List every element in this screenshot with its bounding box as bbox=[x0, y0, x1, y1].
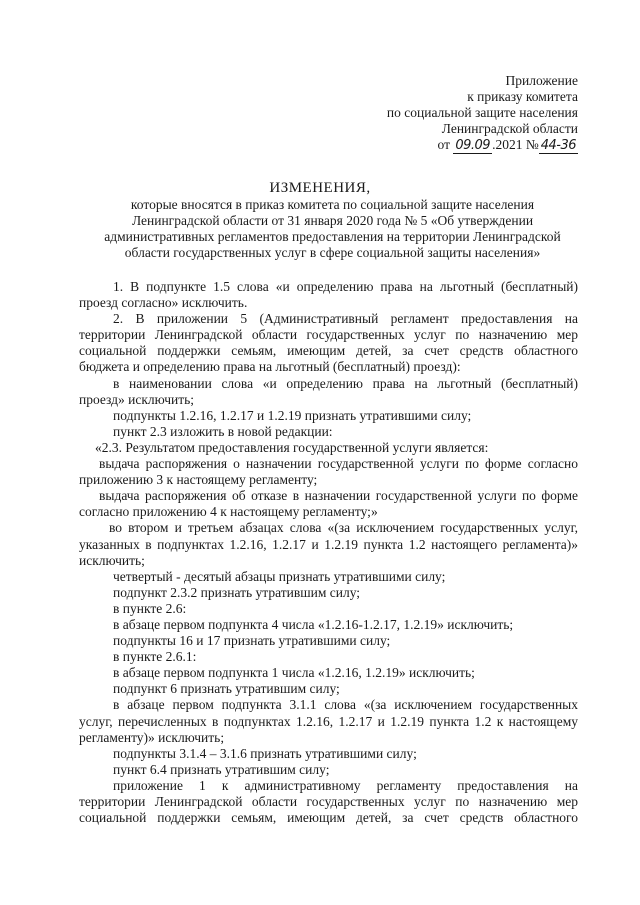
handwritten-date: 09.09 bbox=[455, 138, 491, 153]
body-line: приложение 1 к административному регламенту предоставления на bbox=[113, 777, 578, 793]
header-line: Ленинградской области bbox=[441, 121, 578, 136]
handwritten-number: 44-36 bbox=[540, 138, 576, 153]
document-body bbox=[79, 279, 578, 826]
body-line: подпункт 2.3.2 признать утратившим силу; bbox=[113, 584, 361, 600]
order-date-line bbox=[387, 137, 578, 154]
body-line: социальной поддержки семьям, имеющим детей, за счет средств областного bbox=[79, 343, 578, 359]
header-line: к приказу комитета bbox=[467, 89, 578, 104]
subtitle-line: которые вносятся в приказ комитета по социальной защите населения bbox=[130, 197, 535, 212]
body-line: в абзаце первом подпункта 3.1.1 слова «(за исключением государственных bbox=[113, 697, 578, 713]
body-line: в абзаце первом подпункта 4 числа «1.2.16-1.2.17, 1.2.19» исключить; bbox=[113, 616, 514, 632]
body-line: подпункты 16 и 17 признать утратившими силу; bbox=[113, 633, 391, 649]
body-line: в пункте 2.6.1: bbox=[113, 649, 197, 665]
body-line: проезд согласно» исключить. bbox=[79, 295, 248, 311]
body-line: в пункте 2.6: bbox=[113, 600, 187, 616]
body-line: выдача распоряжения о назначении государственной услуги по форме согласно bbox=[99, 456, 578, 472]
body-line: в наименовании слова «и определению права на льготный (бесплатный) bbox=[113, 375, 578, 391]
subtitle-line: области государственных услуг в сфере социальной защиты населения» bbox=[124, 245, 541, 260]
body-line: указанных в подпунктах 1.2.16, 1.2.17 и 1.2.19 пункта 1.2 настоящего регламента)» bbox=[79, 536, 578, 552]
body-line: территории Ленинградской области государственных услуг по назначению мер bbox=[79, 794, 578, 809]
body-line: подпункты 1.2.16, 1.2.17 и 1.2.19 признать утратившими силу; bbox=[113, 407, 472, 423]
subtitle-line: административных регламентов предоставления на территории Ленинградской bbox=[104, 229, 561, 244]
body-line: во втором и третьем абзацах слова «(за исключением государственных услуг, bbox=[109, 520, 578, 536]
body-line: бюджета и определению права на льготный (бесплатный) проезд): bbox=[79, 359, 461, 375]
body-line: 2. В приложении 5 (Административный регламент предоставления на bbox=[113, 311, 578, 327]
body-line: 1. В подпункте 1.5 слова «и определению права на льготный (бесплатный) bbox=[113, 279, 578, 294]
appendix-header bbox=[387, 73, 578, 154]
body-line: пункт 6.4 признать утратившим силу; bbox=[113, 761, 330, 777]
body-line: регламенту)» исключить; bbox=[79, 729, 225, 745]
header-line: по социальной защите населения bbox=[386, 105, 578, 120]
body-line: «2.3. Результатом предоставления государственной услуги является: bbox=[95, 439, 489, 455]
body-line: согласно приложению 4 к настоящему регламенту;» bbox=[79, 504, 378, 520]
date-prefix: от bbox=[437, 137, 450, 152]
body-line: выдача распоряжения об отказе в назначении государственной услуги по форме bbox=[99, 488, 578, 504]
body-line: проезд» исключить; bbox=[79, 391, 195, 407]
body-line: приложению 3 к настоящему регламенту; bbox=[79, 472, 318, 488]
body-line: услуг, перечисленных в подпунктах 1.2.16, 1.2.17 и 1.2.19 пункта 1.2 к настоящему bbox=[79, 713, 578, 729]
document-subtitle bbox=[100, 197, 565, 261]
body-line: четвертый - десятый абзацы признать утратившими силу; bbox=[113, 568, 446, 584]
body-line: пункт 2.3 изложить в новой редакции: bbox=[113, 423, 333, 439]
body-line: подпункты 3.1.4 – 3.1.6 признать утратившими силу; bbox=[113, 745, 417, 761]
body-line: территории Ленинградской области государственных услуг по назначению мер bbox=[79, 327, 578, 343]
document-title: ИЗМЕНЕНИЯ, bbox=[269, 180, 371, 196]
body-line: в абзаце первом подпункта 1 числа «1.2.16, 1.2.19» исключить; bbox=[113, 665, 475, 681]
body-line: социальной поддержки семьям, имеющим детей, за счет средств областного bbox=[79, 810, 578, 826]
subtitle-line: Ленинградской области от 31 января 2020 года № 5 «Об утверждении bbox=[131, 213, 534, 228]
body-line: исключить; bbox=[79, 552, 145, 568]
header-line: Приложение bbox=[505, 73, 578, 88]
date-year: .2021 № bbox=[492, 137, 539, 152]
body-line: подпункт 6 признать утратившим силу; bbox=[113, 681, 340, 697]
